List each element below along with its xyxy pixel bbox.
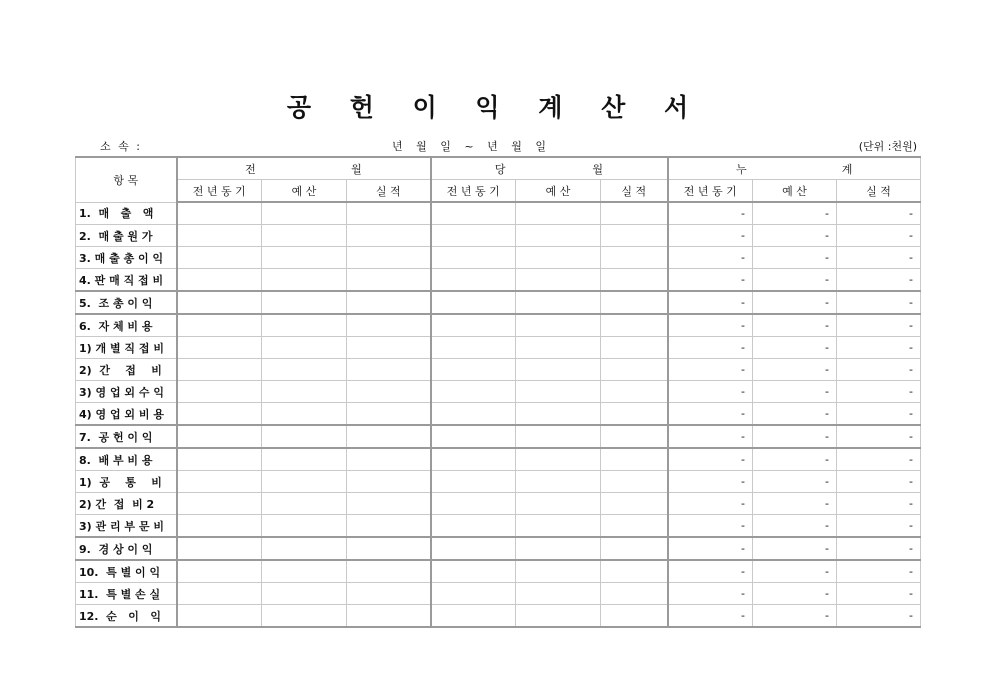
value-cell[interactable] xyxy=(177,425,262,448)
table-row xyxy=(76,605,921,628)
value-cell[interactable] xyxy=(347,225,431,247)
cumulative-value-cell[interactable]: - xyxy=(668,202,753,225)
value-cell[interactable] xyxy=(262,381,347,403)
row-label: 10. 특 별 이 익 xyxy=(76,560,177,583)
cumulative-value-cell[interactable]: - xyxy=(668,403,753,426)
cumulative-value-cell[interactable]: - xyxy=(753,291,837,314)
value-cell[interactable] xyxy=(347,337,431,359)
value-cell[interactable] xyxy=(177,381,262,403)
subheader-cell: 실 적 xyxy=(601,180,668,203)
period-label: 년 월 일 ~ 년 월 일 xyxy=(392,140,546,153)
cumulative-value-cell[interactable]: - xyxy=(837,359,921,381)
affiliation-label: 소 속 : xyxy=(100,140,142,153)
row-label: 1) 공 통 비 xyxy=(76,471,177,493)
contribution-statement-table xyxy=(75,156,921,628)
cumulative-value-cell[interactable]: - xyxy=(837,560,921,583)
row-label: 3. 매 출 총 이 익 xyxy=(76,247,177,269)
table-row xyxy=(76,448,921,471)
cumulative-value-cell[interactable]: - xyxy=(837,448,921,471)
value-cell[interactable] xyxy=(347,202,431,225)
cumulative-value-cell[interactable]: - xyxy=(668,337,753,359)
value-cell[interactable] xyxy=(601,425,668,448)
cumulative-value-cell[interactable]: - xyxy=(837,583,921,605)
value-cell[interactable] xyxy=(516,202,601,225)
cumulative-value-cell[interactable]: - xyxy=(668,583,753,605)
cumulative-value-cell[interactable]: - xyxy=(837,471,921,493)
value-cell[interactable] xyxy=(601,225,668,247)
value-cell[interactable] xyxy=(347,537,431,560)
row-label: 2) 간 접 비 xyxy=(76,359,177,381)
cumulative-value-cell[interactable]: - xyxy=(753,448,837,471)
row-label: 2. 매 출 원 가 xyxy=(76,225,177,247)
value-cell[interactable] xyxy=(516,359,601,381)
cumulative-value-cell[interactable]: - xyxy=(837,537,921,560)
value-cell[interactable] xyxy=(516,448,601,471)
cumulative-value-cell[interactable]: - xyxy=(668,471,753,493)
table-row xyxy=(76,515,921,538)
cumulative-value-cell[interactable]: - xyxy=(668,381,753,403)
table-row xyxy=(76,225,921,247)
table-row xyxy=(76,381,921,403)
value-cell[interactable] xyxy=(601,583,668,605)
value-cell[interactable] xyxy=(177,314,262,337)
cumulative-value-cell[interactable]: - xyxy=(837,381,921,403)
value-cell[interactable] xyxy=(347,269,431,292)
value-cell[interactable] xyxy=(431,537,516,560)
value-cell[interactable] xyxy=(516,269,601,292)
value-cell[interactable] xyxy=(177,359,262,381)
cumulative-value-cell[interactable]: - xyxy=(753,605,837,628)
cumulative-value-cell[interactable]: - xyxy=(668,515,753,538)
cumulative-value-cell[interactable]: - xyxy=(753,269,837,292)
cumulative-value-cell[interactable]: - xyxy=(753,403,837,426)
subheader-cell: 예 산 xyxy=(516,180,601,203)
cumulative-value-cell[interactable]: - xyxy=(668,269,753,292)
row-label: 9. 경 상 이 익 xyxy=(76,537,177,560)
cumulative-value-cell[interactable]: - xyxy=(668,247,753,269)
value-cell[interactable] xyxy=(601,493,668,515)
group-header-row xyxy=(76,157,921,180)
cumulative-value-cell[interactable]: - xyxy=(753,381,837,403)
cumulative-value-cell[interactable]: - xyxy=(837,605,921,628)
subheader-row xyxy=(76,180,921,203)
value-cell[interactable] xyxy=(262,403,347,426)
value-cell[interactable] xyxy=(177,560,262,583)
value-cell[interactable] xyxy=(601,269,668,292)
cumulative-value-cell[interactable]: - xyxy=(753,537,837,560)
cumulative-value-cell[interactable]: - xyxy=(668,560,753,583)
value-cell[interactable] xyxy=(177,269,262,292)
value-cell[interactable] xyxy=(431,269,516,292)
value-cell[interactable] xyxy=(431,448,516,471)
value-cell[interactable] xyxy=(262,448,347,471)
cumulative-value-cell[interactable]: - xyxy=(837,493,921,515)
cumulative-value-cell[interactable]: - xyxy=(837,515,921,538)
cumulative-value-cell[interactable]: - xyxy=(837,337,921,359)
subheader-cell: 전 년 동 기 xyxy=(177,180,262,203)
cumulative-value-cell[interactable]: - xyxy=(837,269,921,292)
value-cell[interactable] xyxy=(177,537,262,560)
value-cell[interactable] xyxy=(177,515,262,538)
value-cell[interactable] xyxy=(601,381,668,403)
value-cell[interactable] xyxy=(262,537,347,560)
table-row xyxy=(76,403,921,426)
value-cell[interactable] xyxy=(516,493,601,515)
cumulative-value-cell[interactable]: - xyxy=(668,291,753,314)
row-label: 11. 특 별 손 실 xyxy=(76,583,177,605)
value-cell[interactable] xyxy=(431,314,516,337)
value-cell[interactable] xyxy=(516,471,601,493)
value-cell[interactable] xyxy=(347,605,431,628)
value-cell[interactable] xyxy=(516,314,601,337)
unit-label: (단위 :천원) xyxy=(858,140,917,153)
value-cell[interactable] xyxy=(516,515,601,538)
value-cell[interactable] xyxy=(347,381,431,403)
value-cell[interactable] xyxy=(431,560,516,583)
value-cell[interactable] xyxy=(431,291,516,314)
value-cell[interactable] xyxy=(601,314,668,337)
value-cell[interactable] xyxy=(431,605,516,628)
value-cell[interactable] xyxy=(262,291,347,314)
cumulative-value-cell[interactable]: - xyxy=(837,247,921,269)
value-cell[interactable] xyxy=(431,515,516,538)
row-label: 1) 개 별 직 접 비 xyxy=(76,337,177,359)
value-cell[interactable] xyxy=(177,448,262,471)
value-cell[interactable] xyxy=(516,583,601,605)
cumulative-value-cell[interactable]: - xyxy=(668,225,753,247)
table-row xyxy=(76,425,921,448)
cumulative-value-cell[interactable]: - xyxy=(753,583,837,605)
row-label: 3) 관 리 부 문 비 xyxy=(76,515,177,538)
table-row xyxy=(76,583,921,605)
cumulative-value-cell[interactable]: - xyxy=(668,359,753,381)
page-title: 공 헌 이 익 계 산 서 xyxy=(286,93,704,122)
value-cell[interactable] xyxy=(601,448,668,471)
value-cell[interactable] xyxy=(262,493,347,515)
value-cell[interactable] xyxy=(347,448,431,471)
value-cell[interactable] xyxy=(347,247,431,269)
value-cell[interactable] xyxy=(601,537,668,560)
value-cell[interactable] xyxy=(177,247,262,269)
cumulative-value-cell[interactable]: - xyxy=(753,515,837,538)
row-label: 3) 영 업 외 수 익 xyxy=(76,381,177,403)
value-cell[interactable] xyxy=(431,247,516,269)
row-label: 1. 매 출 액 xyxy=(76,202,177,225)
value-cell[interactable] xyxy=(262,269,347,292)
row-label: 12. 순 이 익 xyxy=(76,605,177,628)
cumulative-value-cell[interactable]: - xyxy=(668,605,753,628)
cumulative-value-cell[interactable]: - xyxy=(753,314,837,337)
value-cell[interactable] xyxy=(431,493,516,515)
value-cell[interactable] xyxy=(347,291,431,314)
value-cell[interactable] xyxy=(347,425,431,448)
subheader-cell: 예 산 xyxy=(753,180,837,203)
item-header: 항 목 xyxy=(76,157,177,202)
table-row xyxy=(76,269,921,292)
cumulative-value-cell[interactable]: - xyxy=(837,291,921,314)
table-row xyxy=(76,314,921,337)
table-row xyxy=(76,359,921,381)
cumulative-value-cell[interactable]: - xyxy=(668,425,753,448)
table-row xyxy=(76,337,921,359)
cumulative-value-cell[interactable]: - xyxy=(837,314,921,337)
value-cell[interactable] xyxy=(177,493,262,515)
value-cell[interactable] xyxy=(262,247,347,269)
value-cell[interactable] xyxy=(347,583,431,605)
value-cell[interactable] xyxy=(262,337,347,359)
value-cell[interactable] xyxy=(431,425,516,448)
value-cell[interactable] xyxy=(262,202,347,225)
table-row xyxy=(76,291,921,314)
cumulative-value-cell[interactable]: - xyxy=(668,448,753,471)
value-cell[interactable] xyxy=(177,403,262,426)
row-label: 4) 영 업 외 비 용 xyxy=(76,403,177,426)
value-cell[interactable] xyxy=(177,225,262,247)
value-cell[interactable] xyxy=(262,314,347,337)
row-label: 8. 배 부 비 용 xyxy=(76,448,177,471)
value-cell[interactable] xyxy=(262,359,347,381)
cumulative-value-cell[interactable]: - xyxy=(668,537,753,560)
value-cell[interactable] xyxy=(516,425,601,448)
value-cell[interactable] xyxy=(516,291,601,314)
value-cell[interactable] xyxy=(262,583,347,605)
cumulative-value-cell[interactable]: - xyxy=(837,202,921,225)
cumulative-value-cell[interactable]: - xyxy=(668,314,753,337)
value-cell[interactable] xyxy=(431,403,516,426)
row-label: 7. 공 헌 이 익 xyxy=(76,425,177,448)
value-cell[interactable] xyxy=(347,493,431,515)
row-label: 6. 자 체 비 용 xyxy=(76,314,177,337)
cumulative-value-cell[interactable]: - xyxy=(753,337,837,359)
row-label: 5. 조 총 이 익 xyxy=(76,291,177,314)
subheader-cell: 실 적 xyxy=(347,180,431,203)
cumulative-value-cell[interactable]: - xyxy=(753,247,837,269)
value-cell[interactable] xyxy=(347,314,431,337)
value-cell[interactable] xyxy=(516,337,601,359)
cumulative-value-cell[interactable]: - xyxy=(837,425,921,448)
value-cell[interactable] xyxy=(601,403,668,426)
cumulative-value-cell[interactable]: - xyxy=(753,359,837,381)
value-cell[interactable] xyxy=(177,291,262,314)
table-row xyxy=(76,471,921,493)
cumulative-value-cell[interactable]: - xyxy=(753,493,837,515)
value-cell[interactable] xyxy=(177,337,262,359)
table-row xyxy=(76,202,921,225)
value-cell[interactable] xyxy=(601,247,668,269)
value-cell[interactable] xyxy=(431,225,516,247)
value-cell[interactable] xyxy=(177,583,262,605)
value-cell[interactable] xyxy=(431,202,516,225)
cumulative-value-cell[interactable]: - xyxy=(753,425,837,448)
value-cell[interactable] xyxy=(347,403,431,426)
group-header-current-month: 당 월 xyxy=(431,157,668,180)
value-cell[interactable] xyxy=(262,225,347,247)
value-cell[interactable] xyxy=(262,425,347,448)
subheader-cell: 실 적 xyxy=(837,180,921,203)
value-cell[interactable] xyxy=(177,471,262,493)
value-cell[interactable] xyxy=(516,225,601,247)
value-cell[interactable] xyxy=(431,381,516,403)
value-cell[interactable] xyxy=(262,605,347,628)
value-cell[interactable] xyxy=(347,560,431,583)
value-cell[interactable] xyxy=(347,515,431,538)
value-cell[interactable] xyxy=(431,337,516,359)
value-cell[interactable] xyxy=(262,560,347,583)
group-header-cumulative: 누 계 xyxy=(668,157,921,180)
value-cell[interactable] xyxy=(601,291,668,314)
table-row xyxy=(76,493,921,515)
value-cell[interactable] xyxy=(516,403,601,426)
value-cell[interactable] xyxy=(347,359,431,381)
value-cell[interactable] xyxy=(431,583,516,605)
value-cell[interactable] xyxy=(431,359,516,381)
table-row xyxy=(76,560,921,583)
row-label: 2) 간 접 비 2 xyxy=(76,493,177,515)
value-cell[interactable] xyxy=(262,515,347,538)
value-cell[interactable] xyxy=(601,202,668,225)
table-body xyxy=(76,202,921,627)
subheader-cell: 전 년 동 기 xyxy=(668,180,753,203)
value-cell[interactable] xyxy=(601,605,668,628)
cumulative-value-cell[interactable]: - xyxy=(753,202,837,225)
value-cell[interactable] xyxy=(177,605,262,628)
value-cell[interactable] xyxy=(516,247,601,269)
value-cell[interactable] xyxy=(601,359,668,381)
value-cell[interactable] xyxy=(601,560,668,583)
cumulative-value-cell[interactable]: - xyxy=(668,493,753,515)
table-row xyxy=(76,247,921,269)
value-cell[interactable] xyxy=(601,515,668,538)
value-cell[interactable] xyxy=(431,471,516,493)
value-cell[interactable] xyxy=(601,337,668,359)
cumulative-value-cell[interactable]: - xyxy=(837,225,921,247)
value-cell[interactable] xyxy=(262,471,347,493)
row-label: 4. 판 매 직 접 비 xyxy=(76,269,177,292)
subheader-cell: 전 년 동 기 xyxy=(431,180,516,203)
cumulative-value-cell[interactable]: - xyxy=(753,225,837,247)
value-cell[interactable] xyxy=(516,381,601,403)
value-cell[interactable] xyxy=(516,560,601,583)
value-cell[interactable] xyxy=(516,537,601,560)
value-cell[interactable] xyxy=(347,471,431,493)
cumulative-value-cell[interactable]: - xyxy=(753,471,837,493)
group-header-prev-month: 전 월 xyxy=(177,157,431,180)
cumulative-value-cell[interactable]: - xyxy=(837,403,921,426)
value-cell[interactable] xyxy=(516,605,601,628)
table-row xyxy=(76,537,921,560)
subheader-cell: 예 산 xyxy=(262,180,347,203)
value-cell[interactable] xyxy=(601,471,668,493)
value-cell[interactable] xyxy=(177,202,262,225)
cumulative-value-cell[interactable]: - xyxy=(753,560,837,583)
